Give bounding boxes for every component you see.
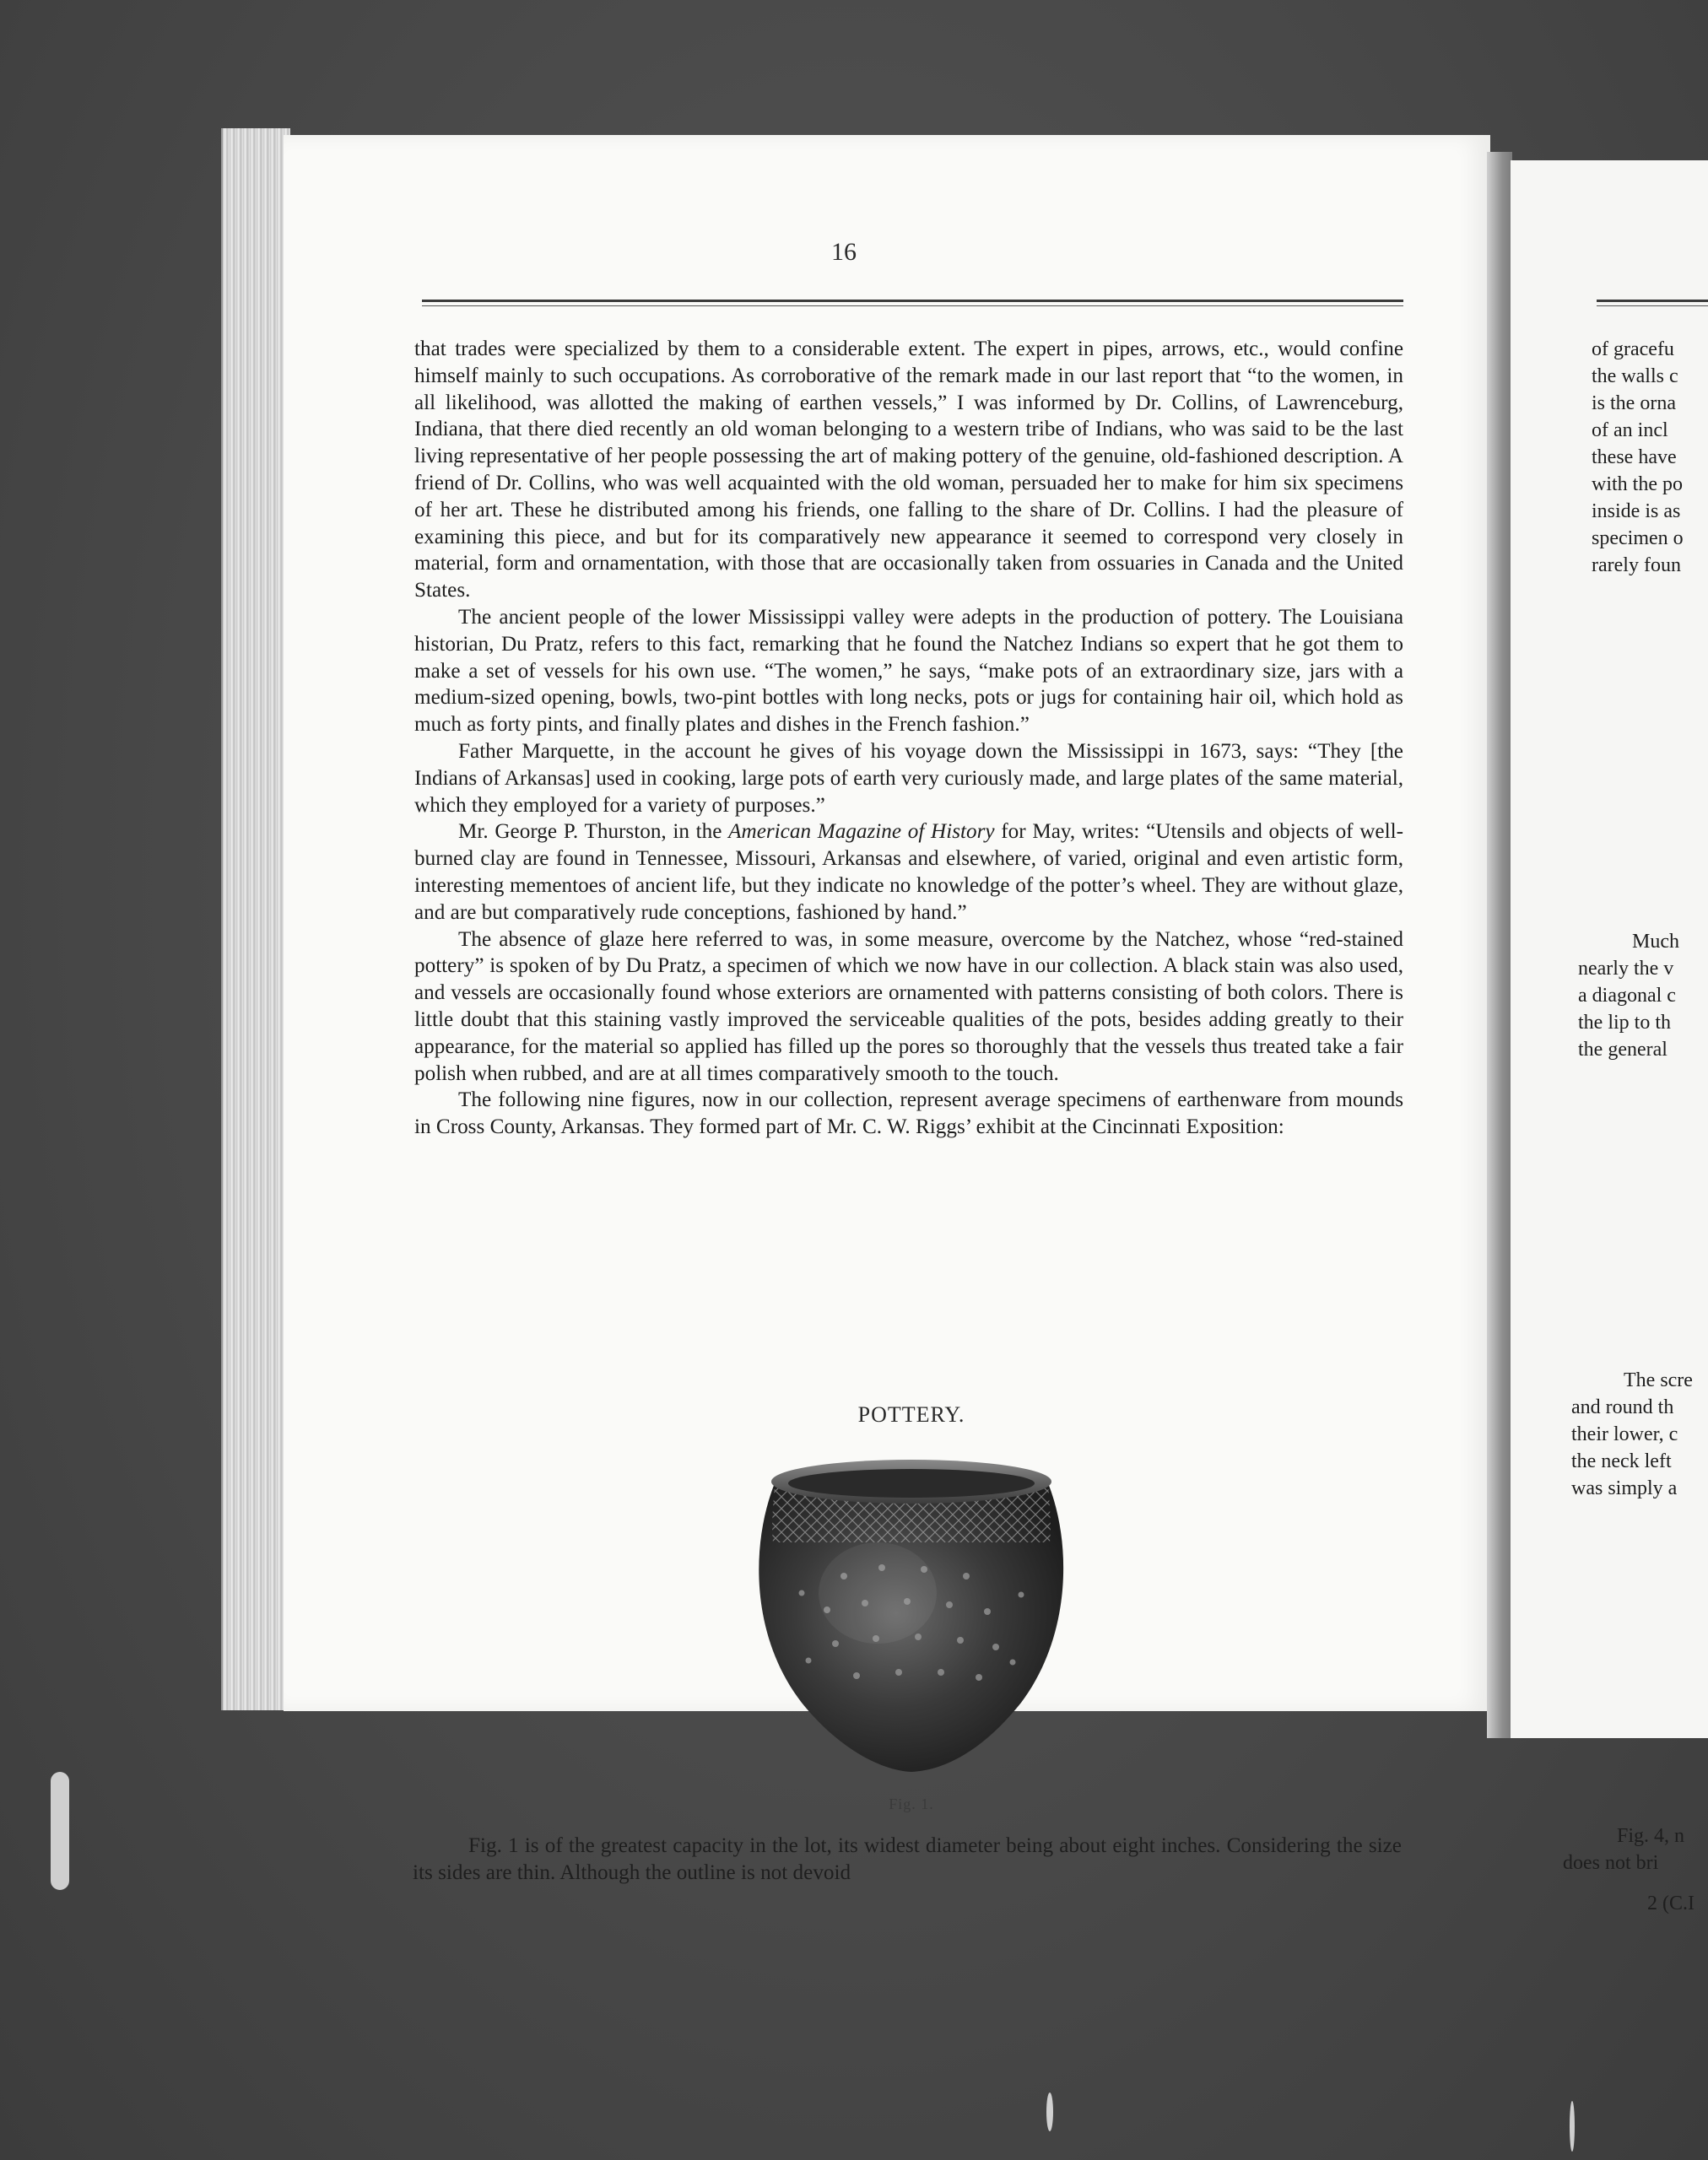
right-line: is the orna xyxy=(1592,392,1676,414)
right-page-bottom-text xyxy=(1563,1822,1684,1876)
right-line: a diagonal c xyxy=(1578,985,1676,1007)
header-rule-thin xyxy=(422,305,1403,306)
scan-artifact xyxy=(1046,2092,1053,2131)
body-text xyxy=(414,336,1403,1141)
right-line: the lip to th xyxy=(1578,1012,1671,1034)
right-line: the general xyxy=(1578,1039,1667,1061)
magazine-title: American Magazine of History xyxy=(728,820,995,844)
section-heading: POTTERY. xyxy=(857,1402,965,1427)
scan-artifact xyxy=(1570,2101,1575,2152)
right-line: was simply a xyxy=(1571,1477,1678,1499)
right-line: with the po xyxy=(1592,473,1683,495)
book-gutter xyxy=(1487,152,1512,1738)
right-header-rule-thin xyxy=(1597,305,1708,306)
right-line: rarely foun xyxy=(1592,554,1681,576)
thurston-tail: for May, writes: “ xyxy=(994,820,1156,844)
scan-artifact xyxy=(51,1772,69,1890)
page-number: 16 xyxy=(831,238,857,266)
right-line: Much xyxy=(1632,931,1679,953)
paragraph-1: that trades were specialized by them to a considerable extent. The expert in pipes, arrows, etc., would confine himself mainly to such occupations. As corroborative of the remark made in our last report that “to the women, in all likelihood, was allotted the making of earthen vessels,” I was informed by Dr. Collins, of Lawrenceburg, Indiana, that there died recently an old woman belonging to a western tribe of Indians, who was said to be the last living representative of her people possessing the art of making pottery of the genuine, old-fashioned description. A friend of Dr. Collins, who was well acquainted with the old woman, persuaded her to make for him six specimens of her art. These he distributed among his friends, one falling to the share of Dr. Collins. I had the pleasure of examining this piece, and but for its comparatively new appearance it seemed to correspond very closely in material, form and ornamentation, with those that are occasionally taken from ossuaries in Canada and the United States. xyxy=(414,338,1403,602)
right-line: and round th xyxy=(1571,1396,1674,1418)
header-rule xyxy=(422,300,1403,302)
right-line: specimen o xyxy=(1592,527,1684,549)
right-page-middle-text xyxy=(1578,928,1679,1063)
right-line: inside is as xyxy=(1592,500,1681,522)
pottery-figure xyxy=(734,1450,1089,1787)
right-page-top-text xyxy=(1592,336,1684,579)
fig1-description: Fig. 1 is of the greatest capacity in the lot, its widest diameter being about eight inches. Considering the size its sides are thin. Although the outline is not devoid xyxy=(413,1834,1402,1884)
page-edges xyxy=(221,128,290,1710)
right-page-lower-text xyxy=(1571,1367,1693,1502)
paragraph-4 xyxy=(414,818,1403,926)
thurston-quote: Utensils and objects of well-burned clay are found in Tennessee, Missouri, Arkansas and elsewhere, of varied, original and even artistic form, interesting mementoes of ancient life, but they indicate no knowledge of the potter’s wheel. They are without glaze, and are but comparatively rude conceptions, fashioned by hand.” xyxy=(414,820,1403,924)
paragraph-3: Father Marquette, in the account he gives of his voyage down the Mississippi in 1673, says: “They [the Indians of Arkansas] used in cooking, large pots of earth very curiously made, and large plates of the same material, which they employed for a variety of purposes.” xyxy=(414,739,1403,817)
right-header-rule xyxy=(1597,300,1708,302)
paragraph-6: The following nine figures, now in our collection, represent average specimens of earthenware from mounds in Cross County, Arkansas. They formed part of Mr. C. W. Riggs’ exhibit at the Cincinnati Exposition: xyxy=(414,1088,1403,1139)
paragraph-2: The ancient people of the lower Mississippi valley were adepts in the production of pottery. The Louisiana historian, Du Pratz, refers to this fact, remarking that he found the Natchez Indians so expert that he got them to make a set of vessels for his own use. “The women,” he says, “make pots of an extraordinary size, jars with a medium-sized opening, bowls, two-pint bottles with long necks, pots or jugs for containing hair oil, which hold as much as forty pints, and finally plates and dishes in the French fashion.” xyxy=(414,605,1403,737)
paragraph-5: The absence of glaze here referred to was, in some measure, overcome by the Natchez, whose “red-stained pottery” is spoken of by Du Pratz, a specimen of which we now have in our collection. A black stain was also used, and vessels are occasionally found whose exteriors are ornamented with patterns consisting of both colors. There is little doubt that this staining vastly improved the serviceable qualities of the pots, besides adding greatly to their appearance, for the material so applied has filled up the pores so thoroughly that the vessels thus treated take a fair polish when rubbed, and are at all times comparatively smooth to the touch. xyxy=(414,927,1403,1085)
right-line: nearly the v xyxy=(1578,958,1674,980)
right-line: the neck left xyxy=(1571,1450,1672,1472)
bottom-text xyxy=(413,1833,1402,1887)
right-line: their lower, c xyxy=(1571,1423,1678,1445)
right-line: these have xyxy=(1592,446,1677,468)
right-page-signature-mark: 2 (C.I xyxy=(1647,1893,1694,1914)
right-line: of gracefu xyxy=(1592,338,1674,360)
right-line: does not bri xyxy=(1563,1852,1659,1874)
figure-caption: Fig. 1. xyxy=(889,1796,934,1812)
thurston-lead: Mr. George P. Thurston, in the xyxy=(458,820,729,844)
right-line: of an incl xyxy=(1592,419,1668,441)
right-line: Fig. 4, n xyxy=(1617,1825,1685,1847)
right-line: The scre xyxy=(1624,1369,1693,1391)
right-line: the walls c xyxy=(1592,365,1678,387)
pottery-vessel-illustration xyxy=(734,1450,1089,1787)
